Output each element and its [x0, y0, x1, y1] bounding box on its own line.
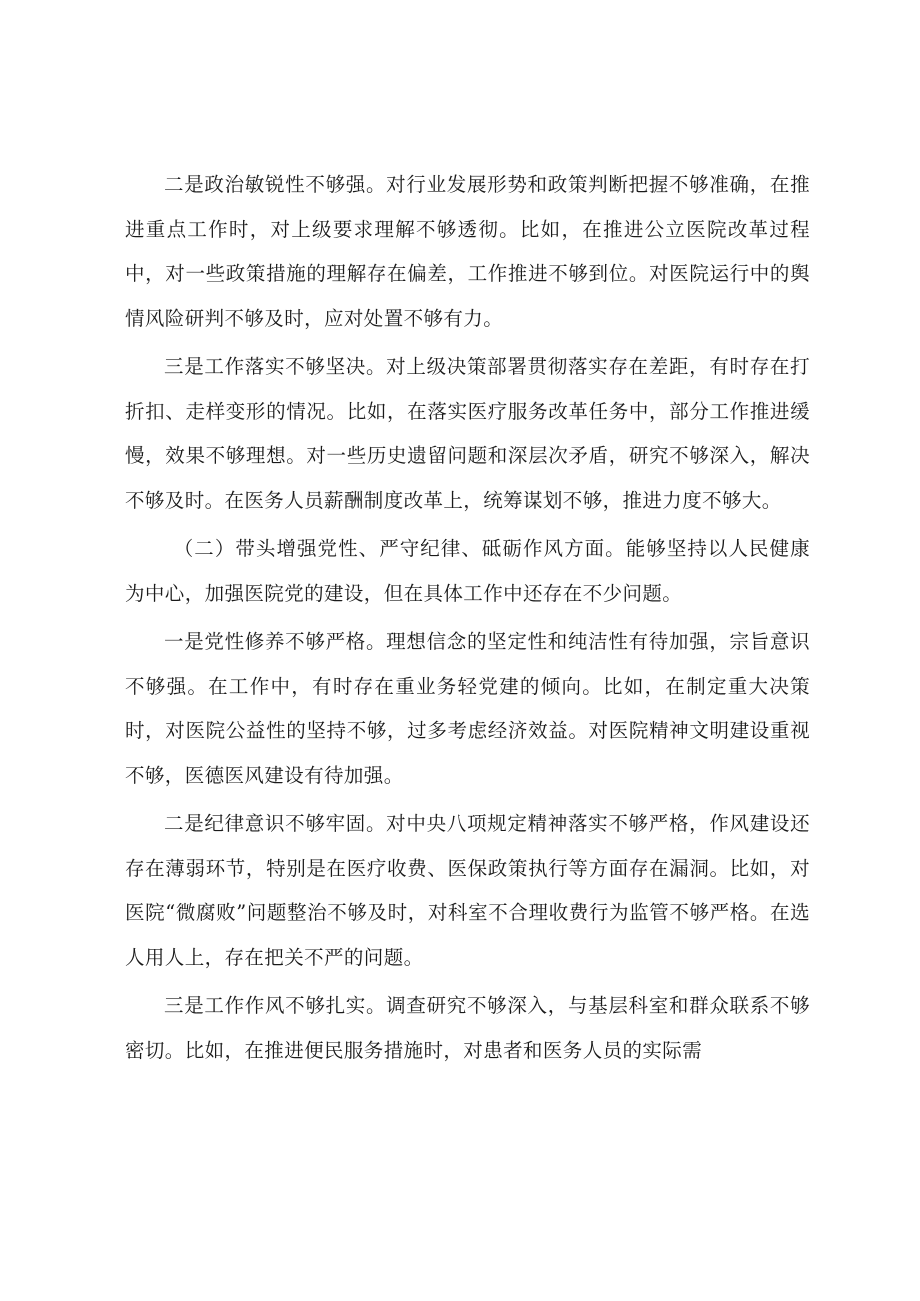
paragraph-body: 理想信念的坚定性和纯洁性有待加强，宗旨意识不够强。在工作中，有时存在重业务轻党建的倾向。比如，在制定重大决策时，对医院公益性的坚持不够，过多考虑经济效益。对医院精神文明建设重视不够，医德医风建设有待加强。 — [125, 630, 810, 787]
paragraph-body: 对行业发展形势和政策判断把握不够准确，在推进重点工作时，对上级要求理解不够透彻。比如，在推进公立医院改革过程中，对一些政策措施的理解存在偏差，工作推进不够到位。对医院运行中的舆情风险研判不够及时，应对处置不够有力。 — [125, 173, 810, 330]
paragraph-discipline-awareness — [125, 802, 810, 980]
paragraph-body: 能够坚持以人民健康为中心，加强医院党的建设，但在具体工作中还存在不少问题。 — [125, 537, 810, 605]
paragraph-body: 对上级决策部署贯彻落实存在差距，有时存在打折扣、走样变形的情况。比如，在落实医疗服务改革任务中，部分工作推进缓慢，效果不够理想。对一些历史遗留问题和深层次矛盾，研究不够深入，解决不够及时。在医务人员薪酬制度改革上，统筹谋划不够，推进力度不够大。 — [125, 355, 810, 512]
paragraph-lead: 二是政治敏锐性不够强。 — [164, 173, 387, 196]
section-heading-lead: （二）带头增强党性、严守纪律、砥砺作风方面。 — [173, 537, 626, 560]
paragraph-body: 调查研究不够深入，与基层科室和群众联系不够密切。比如，在推进便民服务措施时，对患者和医务人员的实际需 — [125, 994, 810, 1062]
paragraph-work-style — [125, 984, 810, 1073]
paragraph-lead: 二是纪律意识不够牢固。 — [164, 812, 387, 835]
paragraph-lead: 三是工作作风不够扎实。 — [164, 994, 387, 1017]
paragraph-political-sensitivity — [125, 163, 810, 341]
paragraph-body: 对中央八项规定精神落实不够严格，作风建设还存在薄弱环节，特别是在医疗收费、医保政策执行等方面存在漏洞。比如，对医院“微腐败”问题整治不够及时，对科室不合理收费行为监管不够严格。在选人用人上，存在把关不严的问题。 — [125, 812, 810, 969]
paragraph-work-implementation — [125, 345, 810, 523]
paragraph-party-cultivation — [125, 620, 810, 798]
paragraph-lead: 三是工作落实不够坚决。 — [164, 355, 387, 378]
paragraph-lead: 一是党性修养不够严格。 — [164, 630, 387, 653]
section-heading-party-discipline — [125, 527, 810, 616]
document-body — [125, 163, 810, 1077]
